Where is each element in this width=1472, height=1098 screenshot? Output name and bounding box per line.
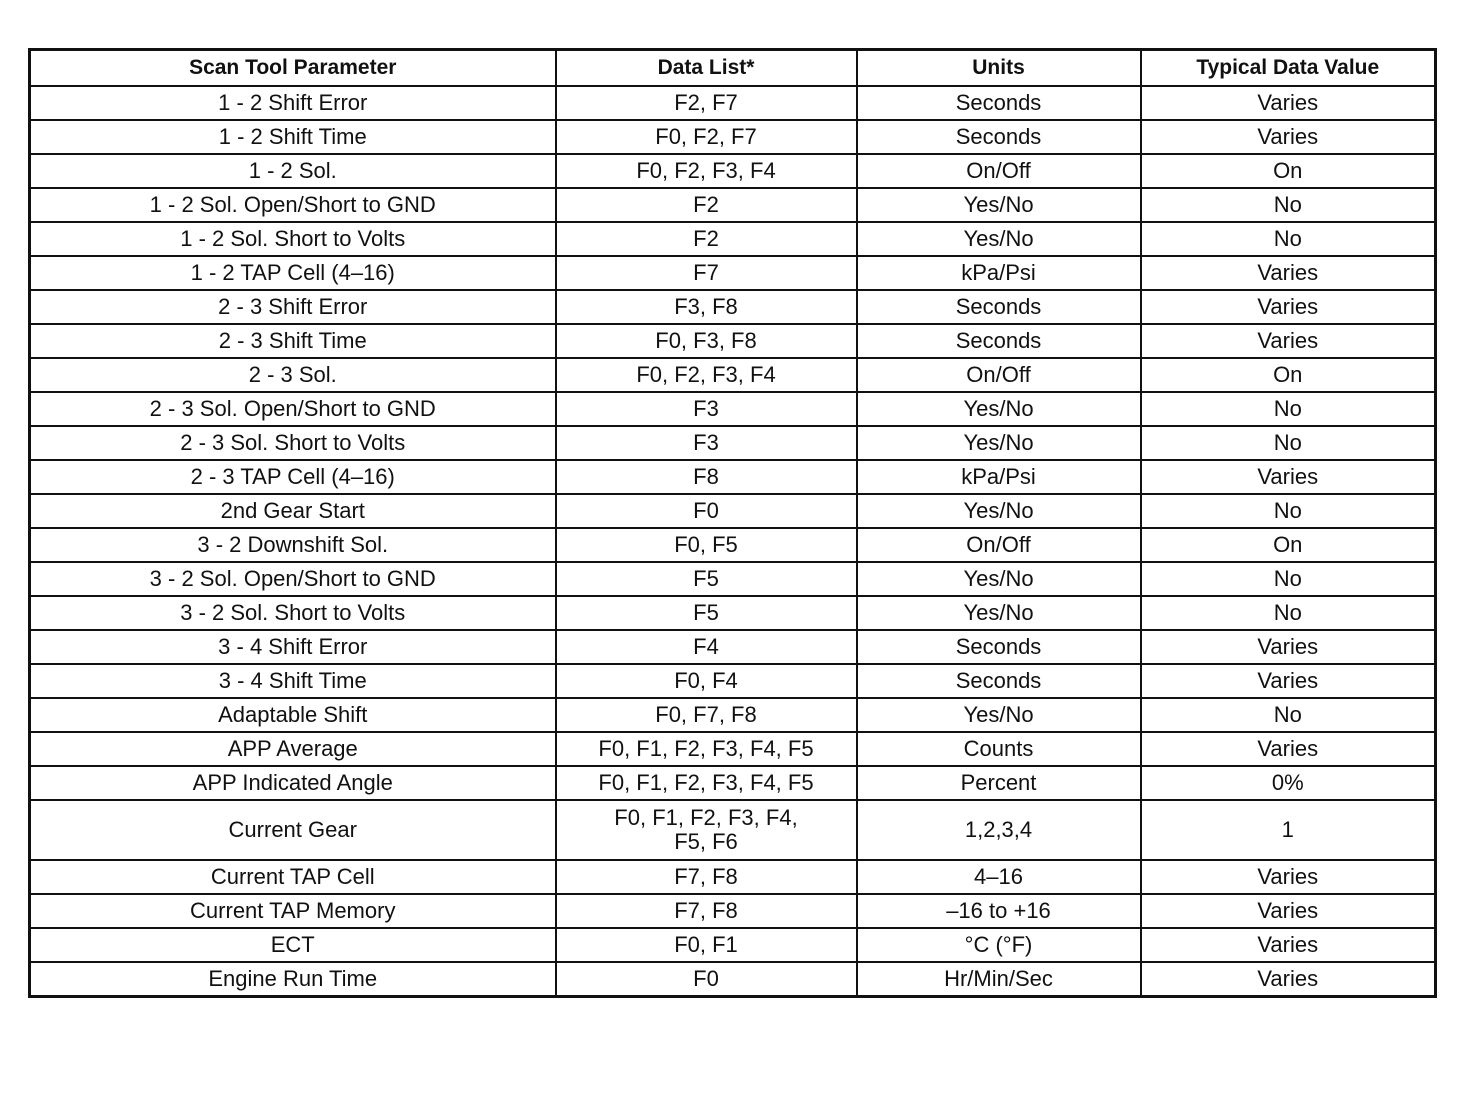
data-list-cell: F8 bbox=[556, 460, 857, 494]
parameter-cell: 1 - 2 Sol. bbox=[30, 154, 556, 188]
units-cell: Counts bbox=[857, 732, 1141, 766]
header-units: Units bbox=[857, 50, 1141, 87]
data-list-cell: F0, F2, F3, F4 bbox=[556, 154, 857, 188]
units-cell: Yes/No bbox=[857, 494, 1141, 528]
units-cell: Percent bbox=[857, 766, 1141, 800]
units-cell: °C (°F) bbox=[857, 928, 1141, 962]
units-cell: kPa/Psi bbox=[857, 460, 1141, 494]
typical-value-cell: No bbox=[1141, 698, 1436, 732]
typical-value-cell: On bbox=[1141, 154, 1436, 188]
table-row bbox=[30, 528, 1436, 562]
table-row bbox=[30, 86, 1436, 120]
table-row bbox=[30, 928, 1436, 962]
typical-value-cell: No bbox=[1141, 596, 1436, 630]
typical-value-cell: No bbox=[1141, 392, 1436, 426]
typical-value-cell: Varies bbox=[1141, 86, 1436, 120]
typical-value-cell: No bbox=[1141, 494, 1436, 528]
data-list-cell: F5 bbox=[556, 562, 857, 596]
typical-value-cell: Varies bbox=[1141, 290, 1436, 324]
parameter-cell: Current TAP Memory bbox=[30, 894, 556, 928]
typical-value-cell: 1 bbox=[1141, 800, 1436, 860]
parameter-cell: 3 - 4 Shift Time bbox=[30, 664, 556, 698]
typical-value-cell: No bbox=[1141, 426, 1436, 460]
units-cell: Seconds bbox=[857, 324, 1141, 358]
units-cell: Yes/No bbox=[857, 596, 1141, 630]
parameter-cell: Current TAP Cell bbox=[30, 860, 556, 894]
units-cell: Seconds bbox=[857, 290, 1141, 324]
parameter-cell: 2 - 3 Sol. bbox=[30, 358, 556, 392]
units-cell: Yes/No bbox=[857, 426, 1141, 460]
data-list-cell: F0, F1, F2, F3, F4, F5 bbox=[556, 732, 857, 766]
typical-value-cell: Varies bbox=[1141, 962, 1436, 997]
table-row bbox=[30, 562, 1436, 596]
header-typical-data-value: Typical Data Value bbox=[1141, 50, 1436, 87]
parameter-cell: 2 - 3 Sol. Open/Short to GND bbox=[30, 392, 556, 426]
table-row bbox=[30, 290, 1436, 324]
header-data-list: Data List* bbox=[556, 50, 857, 87]
parameter-cell: 2nd Gear Start bbox=[30, 494, 556, 528]
parameter-cell: 2 - 3 TAP Cell (4–16) bbox=[30, 460, 556, 494]
parameter-cell: Current Gear bbox=[30, 800, 556, 860]
table-row bbox=[30, 732, 1436, 766]
data-list-cell: F3 bbox=[556, 392, 857, 426]
data-list-cell: F0, F2, F7 bbox=[556, 120, 857, 154]
data-list-cell: F2, F7 bbox=[556, 86, 857, 120]
parameter-cell: APP Indicated Angle bbox=[30, 766, 556, 800]
table-row bbox=[30, 392, 1436, 426]
units-cell: Seconds bbox=[857, 120, 1141, 154]
units-cell: Yes/No bbox=[857, 562, 1141, 596]
typical-value-cell: No bbox=[1141, 222, 1436, 256]
parameter-cell: 3 - 2 Downshift Sol. bbox=[30, 528, 556, 562]
data-list-cell: F0 bbox=[556, 962, 857, 997]
typical-value-cell: Varies bbox=[1141, 324, 1436, 358]
typical-value-cell: Varies bbox=[1141, 630, 1436, 664]
units-cell: On/Off bbox=[857, 528, 1141, 562]
data-list-cell: F0, F1, F2, F3, F4, F5 bbox=[556, 766, 857, 800]
table-row bbox=[30, 766, 1436, 800]
table-row bbox=[30, 894, 1436, 928]
table-row bbox=[30, 460, 1436, 494]
parameter-cell: 2 - 3 Sol. Short to Volts bbox=[30, 426, 556, 460]
parameter-cell: 1 - 2 Sol. Short to Volts bbox=[30, 222, 556, 256]
parameter-cell: 3 - 2 Sol. Short to Volts bbox=[30, 596, 556, 630]
parameter-cell: ECT bbox=[30, 928, 556, 962]
data-list-cell: F5 bbox=[556, 596, 857, 630]
parameter-cell: 1 - 2 Sol. Open/Short to GND bbox=[30, 188, 556, 222]
typical-value-cell: No bbox=[1141, 562, 1436, 596]
units-cell: Yes/No bbox=[857, 222, 1141, 256]
typical-value-cell: 0% bbox=[1141, 766, 1436, 800]
parameter-cell: Adaptable Shift bbox=[30, 698, 556, 732]
table-row bbox=[30, 630, 1436, 664]
data-list-cell: F7 bbox=[556, 256, 857, 290]
data-list-cell: F2 bbox=[556, 188, 857, 222]
data-list-cell: F2 bbox=[556, 222, 857, 256]
table-body bbox=[30, 86, 1436, 997]
units-cell: Yes/No bbox=[857, 392, 1141, 426]
data-list-cell: F3, F8 bbox=[556, 290, 857, 324]
table-row bbox=[30, 494, 1436, 528]
table-row bbox=[30, 962, 1436, 997]
table-row bbox=[30, 800, 1436, 860]
table-row bbox=[30, 426, 1436, 460]
table-header-row bbox=[30, 50, 1436, 87]
typical-value-cell: No bbox=[1141, 188, 1436, 222]
table-row bbox=[30, 188, 1436, 222]
data-list-cell: F0, F4 bbox=[556, 664, 857, 698]
parameter-cell: 2 - 3 Shift Time bbox=[30, 324, 556, 358]
parameter-cell: Engine Run Time bbox=[30, 962, 556, 997]
typical-value-cell: Varies bbox=[1141, 120, 1436, 154]
header-scan-tool-parameter: Scan Tool Parameter bbox=[30, 50, 556, 87]
typical-value-cell: On bbox=[1141, 528, 1436, 562]
data-list-cell: F0 bbox=[556, 494, 857, 528]
units-cell: On/Off bbox=[857, 358, 1141, 392]
parameter-cell: 3 - 2 Sol. Open/Short to GND bbox=[30, 562, 556, 596]
data-list-cell: F0, F2, F3, F4 bbox=[556, 358, 857, 392]
parameter-cell: 2 - 3 Shift Error bbox=[30, 290, 556, 324]
table-row bbox=[30, 596, 1436, 630]
data-list-cell: F4 bbox=[556, 630, 857, 664]
units-cell: On/Off bbox=[857, 154, 1141, 188]
table-row bbox=[30, 256, 1436, 290]
units-cell: Hr/Min/Sec bbox=[857, 962, 1141, 997]
typical-value-cell: Varies bbox=[1141, 860, 1436, 894]
typical-value-cell: Varies bbox=[1141, 460, 1436, 494]
data-list-cell: F0, F1 bbox=[556, 928, 857, 962]
table-row bbox=[30, 154, 1436, 188]
units-cell: Seconds bbox=[857, 86, 1141, 120]
table-row bbox=[30, 324, 1436, 358]
units-cell: Yes/No bbox=[857, 188, 1141, 222]
units-cell: 4–16 bbox=[857, 860, 1141, 894]
units-cell: Seconds bbox=[857, 630, 1141, 664]
typical-value-cell: Varies bbox=[1141, 928, 1436, 962]
data-list-cell: F0, F7, F8 bbox=[556, 698, 857, 732]
typical-value-cell: Varies bbox=[1141, 664, 1436, 698]
data-list-cell: F0, F5 bbox=[556, 528, 857, 562]
table-row bbox=[30, 222, 1436, 256]
table-row bbox=[30, 860, 1436, 894]
typical-value-cell: Varies bbox=[1141, 256, 1436, 290]
parameter-cell: 3 - 4 Shift Error bbox=[30, 630, 556, 664]
data-list-cell: F7, F8 bbox=[556, 894, 857, 928]
units-cell: kPa/Psi bbox=[857, 256, 1141, 290]
data-list-cell: F0, F1, F2, F3, F4, F5, F6 bbox=[556, 800, 857, 860]
data-list-cell: F3 bbox=[556, 426, 857, 460]
parameter-cell: 1 - 2 Shift Error bbox=[30, 86, 556, 120]
table-row bbox=[30, 358, 1436, 392]
units-cell: Yes/No bbox=[857, 698, 1141, 732]
typical-value-cell: On bbox=[1141, 358, 1436, 392]
table-row bbox=[30, 664, 1436, 698]
parameter-cell: 1 - 2 TAP Cell (4–16) bbox=[30, 256, 556, 290]
table-row bbox=[30, 698, 1436, 732]
parameter-cell: APP Average bbox=[30, 732, 556, 766]
typical-value-cell: Varies bbox=[1141, 894, 1436, 928]
units-cell: Seconds bbox=[857, 664, 1141, 698]
units-cell: –16 to +16 bbox=[857, 894, 1141, 928]
data-list-cell: F0, F3, F8 bbox=[556, 324, 857, 358]
units-cell: 1,2,3,4 bbox=[857, 800, 1141, 860]
parameter-cell: 1 - 2 Shift Time bbox=[30, 120, 556, 154]
typical-value-cell: Varies bbox=[1141, 732, 1436, 766]
data-list-cell: F7, F8 bbox=[556, 860, 857, 894]
scan-tool-parameter-table bbox=[28, 48, 1437, 998]
table-row bbox=[30, 120, 1436, 154]
